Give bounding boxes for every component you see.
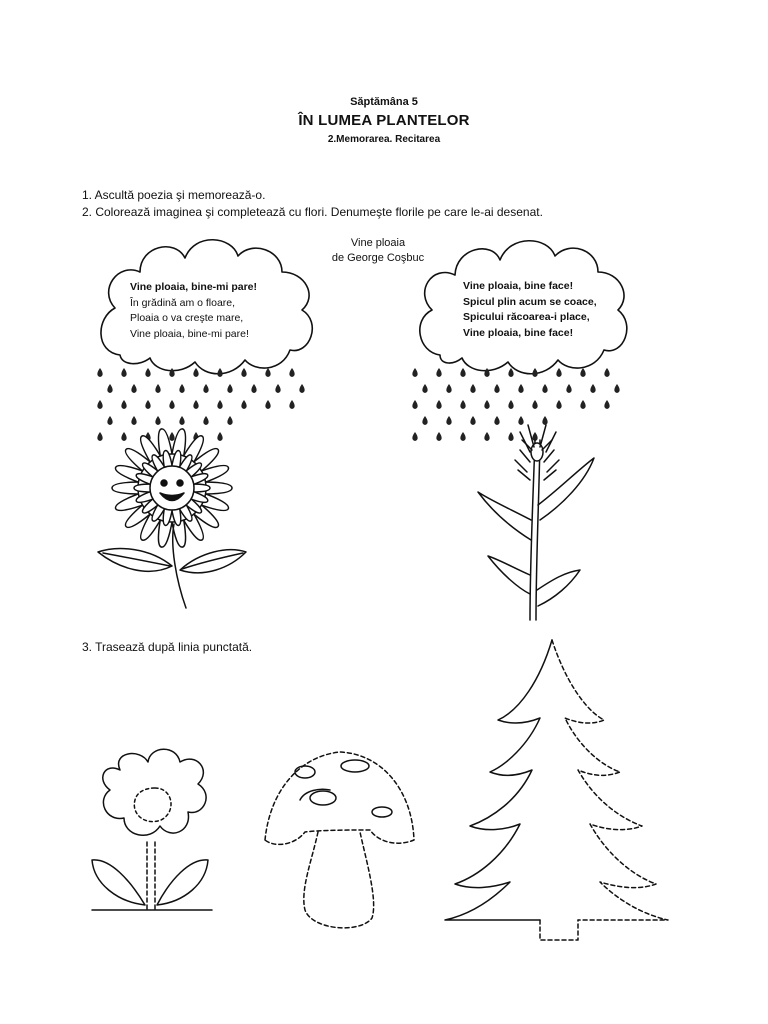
rain-drop-icon: [484, 432, 489, 441]
rain-drop-icon: [155, 384, 160, 393]
rain-drop-icon: [494, 384, 499, 393]
rain-drop-icon: [251, 384, 256, 393]
rain-drops-left: [97, 368, 304, 441]
rain-drop-icon: [590, 384, 595, 393]
rain-drop-icon: [484, 400, 489, 409]
poem-line: Spicul plin acum se coace,: [463, 295, 597, 308]
rain-drop-icon: [412, 368, 417, 377]
rain-drop-icon: [566, 384, 571, 393]
rain-drop-icon: [436, 432, 441, 441]
instruction-1: 1. Ascultă poezia şi memorează-o.: [82, 188, 266, 202]
rain-drop-icon: [422, 416, 427, 425]
rain-drop-icon: [542, 384, 547, 393]
rain-drop-icon: [289, 368, 294, 377]
rain-drop-icon: [169, 400, 174, 409]
rain-drop-icon: [604, 400, 609, 409]
rain-drop-icon: [460, 400, 465, 409]
rain-drop-icon: [412, 432, 417, 441]
rain-drop-icon: [121, 400, 126, 409]
rain-drop-icon: [532, 368, 537, 377]
poem-stanza-left: [130, 280, 257, 342]
rain-drop-icon: [484, 368, 489, 377]
rain-drop-icon: [121, 368, 126, 377]
rain-drop-icon: [227, 416, 232, 425]
rain-drop-icon: [131, 384, 136, 393]
rain-drop-icon: [203, 416, 208, 425]
rain-drop-icon: [241, 368, 246, 377]
rain-drop-icon: [460, 432, 465, 441]
wheat-stalk-icon: [478, 425, 594, 620]
rain-drop-icon: [179, 384, 184, 393]
rain-drop-icon: [265, 368, 270, 377]
instruction-3: 3. Trasează după linia punctată.: [82, 640, 253, 654]
rain-drop-icon: [155, 416, 160, 425]
rain-drop-icon: [299, 384, 304, 393]
rain-drop-icon: [145, 400, 150, 409]
rain-drop-icon: [97, 368, 102, 377]
poem-author: de George Coşbuc: [331, 252, 425, 264]
poem-line: Vine ploaia, bine face!: [463, 280, 574, 292]
poem-title: Vine ploaia: [350, 237, 406, 249]
page-subtitle: 2.Memorarea. Recitarea: [327, 134, 441, 145]
rain-drop-icon: [131, 416, 136, 425]
rain-drop-icon: [97, 432, 102, 441]
rain-drop-icon: [193, 400, 198, 409]
rain-drop-icon: [193, 368, 198, 377]
rain-drop-icon: [518, 416, 523, 425]
rain-drops-right: [412, 368, 619, 441]
rain-drop-icon: [580, 400, 585, 409]
rain-drop-icon: [265, 400, 270, 409]
rain-drop-icon: [508, 432, 513, 441]
rain-drop-icon: [508, 368, 513, 377]
rain-drop-icon: [446, 384, 451, 393]
poem-line: În grădină am o floare,: [130, 296, 236, 309]
mushroom-icon: [265, 752, 414, 928]
rain-drop-icon: [518, 384, 523, 393]
rain-drop-icon: [217, 400, 222, 409]
sunflower-icon: [98, 429, 246, 608]
poem-line: Spicului răcoarea-i place,: [463, 311, 590, 323]
rain-drop-icon: [217, 368, 222, 377]
rain-drop-icon: [460, 368, 465, 377]
rain-drop-icon: [179, 416, 184, 425]
rain-drop-icon: [275, 384, 280, 393]
rain-drop-icon: [532, 400, 537, 409]
rain-drop-icon: [203, 384, 208, 393]
rain-drop-icon: [446, 416, 451, 425]
rain-drop-icon: [436, 400, 441, 409]
flower-icon: [92, 749, 212, 910]
rain-drop-icon: [556, 368, 561, 377]
rain-drop-icon: [121, 432, 126, 441]
rain-drop-icon: [97, 400, 102, 409]
rain-drop-icon: [436, 368, 441, 377]
rain-drop-icon: [542, 416, 547, 425]
rain-drop-icon: [614, 384, 619, 393]
rain-drop-icon: [169, 368, 174, 377]
poem-line: Vine ploaia, bine-mi pare!: [130, 281, 258, 293]
poem-stanza-right: [463, 279, 597, 341]
rain-drop-icon: [422, 384, 427, 393]
rain-drop-icon: [227, 384, 232, 393]
rain-drop-icon: [508, 400, 513, 409]
rain-drop-icon: [470, 416, 475, 425]
rain-drop-icon: [107, 384, 112, 393]
rain-drop-icon: [241, 400, 246, 409]
page-title: ÎN LUMEA PLANTELOR: [298, 112, 470, 129]
rain-drop-icon: [580, 368, 585, 377]
rain-drop-icon: [412, 400, 417, 409]
poem-line: Ploaia o va creşte mare,: [130, 312, 244, 324]
instruction-2: 2. Colorează imaginea şi completează cu flori. Denumeşte florile pe care le-ai desenat.: [82, 205, 543, 219]
rain-drop-icon: [470, 384, 475, 393]
poem-line: Vine ploaia, bine face!: [463, 326, 574, 339]
rain-drop-icon: [494, 416, 499, 425]
rain-drop-icon: [556, 400, 561, 409]
rain-drop-icon: [107, 416, 112, 425]
fir-tree-icon: [445, 640, 668, 940]
rain-drop-icon: [604, 368, 609, 377]
rain-drop-icon: [217, 432, 222, 441]
rain-drop-icon: [289, 400, 294, 409]
poem-line: Vine ploaia, bine-mi pare!: [130, 327, 249, 340]
week-label: Săptămâna 5: [350, 96, 418, 108]
rain-drop-icon: [169, 432, 174, 441]
rain-drop-icon: [145, 368, 150, 377]
